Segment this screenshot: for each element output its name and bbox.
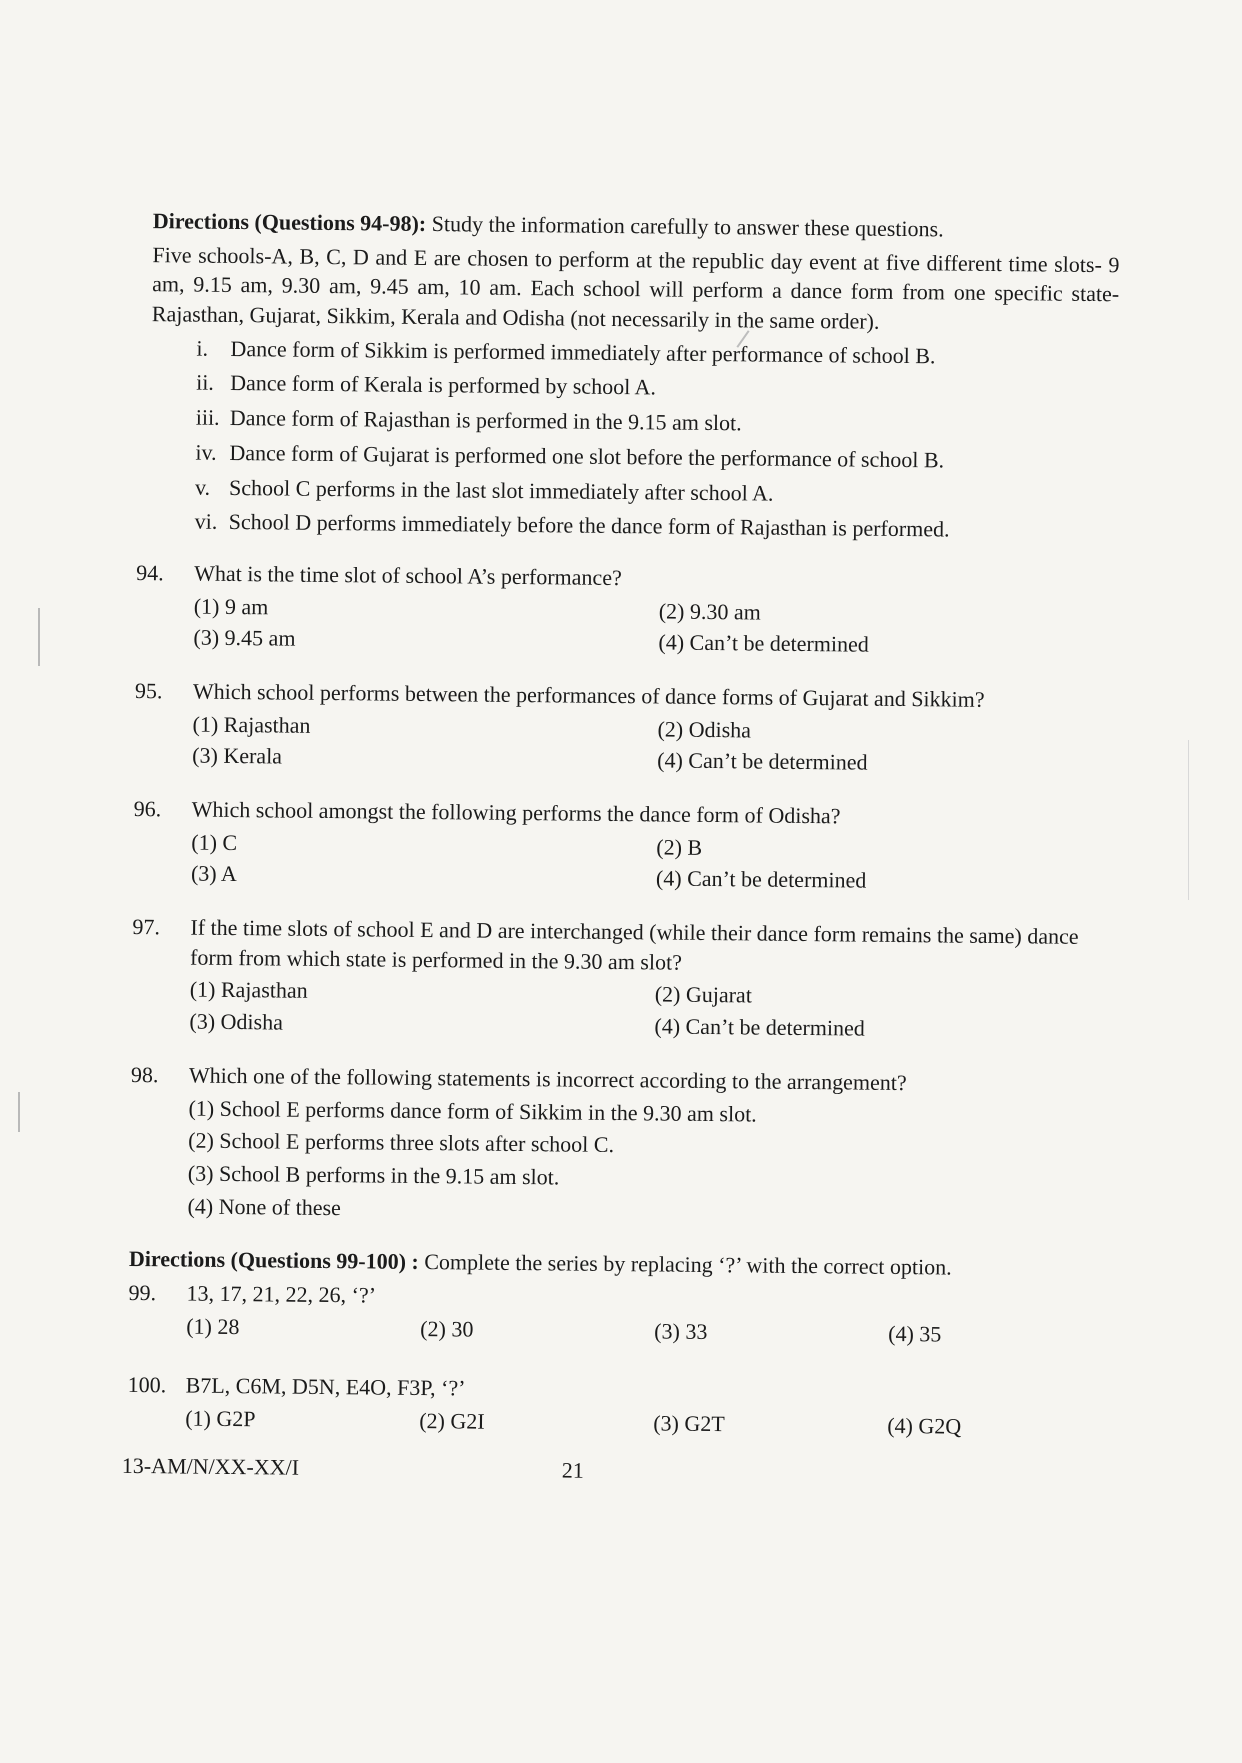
directions-99-100 [129,1244,1109,1284]
clue-number: vi. [194,508,218,535]
option: (3) School B performs in the 9.15 am slot. [187,1160,560,1190]
question-96 [133,794,1114,898]
clue-item [196,368,1118,407]
option: (2) School E performs three slots after school C. [188,1127,615,1158]
clue-number: v. [194,474,211,500]
option: (2) 30 [420,1315,474,1342]
clue-item [195,507,1117,546]
option: (3) Odisha [189,1008,284,1035]
option-grid [192,709,1115,780]
clue-number: ii. [196,370,215,396]
clue-text: Dance form of Kerala is performed by school A. [230,370,657,400]
scan-artifact [38,608,40,666]
directions-text: Complete the series by replacing ‘?’ with the correct option. [418,1249,952,1280]
option: (2) G2I [419,1407,485,1434]
option: (1) Rajasthan [192,711,311,738]
clue-text: Dance form of Sikkim is performed immediately after performance of school B. [230,335,936,369]
option: (1) 28 [186,1313,240,1339]
option: (2) Odisha [657,716,752,743]
question-100 [127,1370,1108,1443]
exam-content [121,206,1120,1491]
page-footer [122,1451,1107,1491]
option: (3) A [190,860,237,887]
question-number: 94. [136,559,164,586]
option: (4) Can’t be determined [657,747,868,775]
option: (3) 33 [654,1318,708,1344]
option-row [185,1404,1107,1443]
directions-label: Directions (Questions 94-98): [152,208,427,236]
question-95 [134,676,1115,780]
option-row [186,1311,1108,1350]
paper-code: 13-AM/N/XX-XX/I [121,1452,300,1480]
question-number: 99. [128,1279,157,1306]
option: (4) 35 [888,1320,942,1347]
question-text: What is the time slot of school A’s performance? [194,560,622,590]
clue-number: iv. [195,439,217,465]
clue-text: School C performs in the last slot immediately after school A. [228,474,774,506]
question-text: Which school performs between the performances of dance forms of Gujarat and Sikkim? [192,678,985,712]
option: (2) B [656,834,703,860]
option: (4) Can’t be determined [655,865,867,894]
option: (1) G2P [185,1405,256,1432]
scan-artifact [18,1092,20,1132]
page-number: 21 [561,1457,584,1483]
option-grid [193,591,1116,662]
option: (4) None of these [187,1193,342,1220]
option: (1) C [191,829,238,855]
clue-item [195,472,1117,511]
clue-text: School D performs immediately before the dance form of Rajasthan is performed. [228,509,950,542]
clue-number: i. [196,335,209,361]
question-number: 97. [132,914,161,940]
option: (4) Can’t be determined [658,629,869,657]
question-98 [129,1060,1111,1231]
option: (1) Rajasthan [189,977,308,1004]
option: (1) 9 am [193,593,269,619]
question-99 [128,1278,1109,1351]
option: (3) G2T [653,1410,725,1437]
question-number: 95. [134,677,163,704]
option: (4) G2Q [887,1412,962,1439]
option: (1) School E performs dance form of Sikkim in the 9.30 am slot. [188,1095,757,1127]
option: (3) 9.45 am [193,624,296,651]
clue-item [195,437,1117,476]
option-grid [189,975,1112,1046]
clue-number: iii. [195,404,220,430]
question-number: 98. [130,1061,159,1088]
option: (2) Gujarat [654,981,753,1008]
clue-text: Dance form of Rajasthan is performed in the 9.15 am slot. [229,405,742,436]
clue-text: Dance form of Gujarat is performed one slot before the performance of school B. [229,439,945,473]
question-number: 96. [133,795,162,822]
option: (2) 9.30 am [658,598,761,625]
question-text: Which one of the following statements is incorrect according to the arrangement? [188,1062,907,1095]
clue-item [196,403,1118,442]
question-text: If the time slots of school E and D are interchanged (while their dance form remains the same) dance form from which state is performed in the 9.30 am slot? [190,914,1079,975]
question-text: 13, 17, 21, 22, 26, ‘?’ [186,1280,377,1308]
directions-label: Directions (Questions 99-100) : [128,1246,419,1275]
question-94 [135,558,1116,662]
scan-artifact [1188,740,1189,900]
clue-item [196,333,1118,372]
directions-paragraph: Five schools-A, B, C, D and E are chosen to perform at the republic day event at five different time slots- 9 am, 9.15 am, 9.30 am, 9.45 am, 10 am. Each school will perform a dance form from one specific state-Rajasthan, Gujarat, Sikkim, Kerala and Odisha (not necessarily in the same order). [151,241,1120,334]
option: (4) Can’t be determined [654,1013,865,1041]
question-text: Which school amongst the following performs the dance form of Odisha? [191,796,841,829]
option-list [187,1093,1110,1230]
directions-text: Study the information carefully to answer these questions. [426,210,944,242]
option: (3) Kerala [192,742,283,769]
option-grid [191,827,1114,898]
question-97 [131,912,1112,1046]
question-number: 100. [127,1372,167,1398]
clue-list [195,333,1119,546]
question-text: B7L, C6M, D5N, E4O, F3P, ‘?’ [185,1372,466,1401]
directions-94-98 [153,206,1120,246]
